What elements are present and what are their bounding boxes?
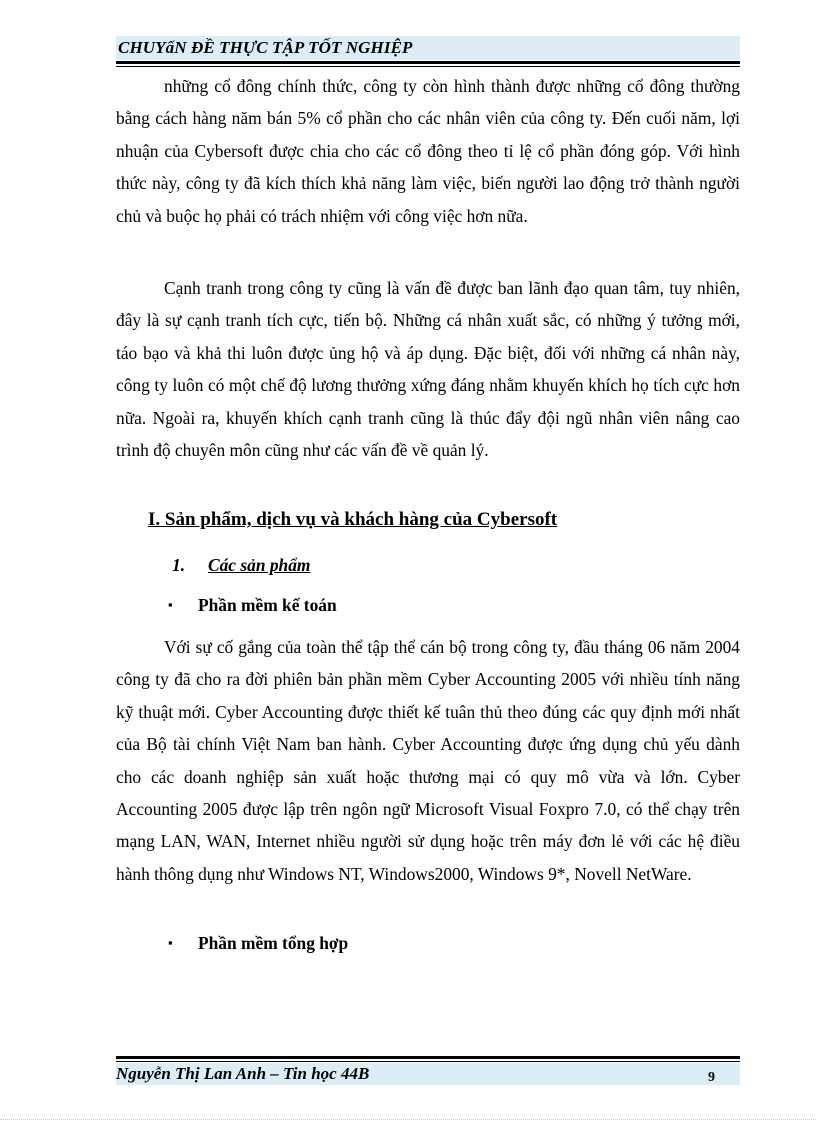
subheading [172,555,310,576]
bullet-text: Phần mềm kế toán [198,595,337,615]
header-title: CHUYấN ĐỀ THỰC TẬP TỐT NGHIỆP [118,38,413,57]
bullet-accounting-software [168,595,337,616]
bullet-square-icon: ▪ [168,935,173,950]
footer-author: Nguyễn Thị Lan Anh – Tin học 44B [116,1064,370,1083]
paragraph-cyber-accounting: Với sự cố gắng của toàn thể tập thể cán bộ trong công ty, đầu tháng 06 năm 2004 công ty đã cho ra đời phiên bản phần mềm Cyber Accounting 2005 với nhiều tính năng kỹ thuật mới. Cyber Accounting được thiết kế tuân thủ theo đúng các quy định mới nhất của Bộ tài chính Việt Nam ban hành. Cyber Accounting được ứng dụng chủ yếu dành cho các doanh nghiệp sản xuất hoặc thương mại có quy mô vừa và lớn. Cyber Accounting 2005 được lập trên ngôn ngữ Microsoft Visual Foxpro 7.0, có thể chạy trên mạng LAN, WAN, Internet nhiều người sử dụng hoặc trên máy đơn lẻ với các hệ điều hành thông dụng như Windows NT, Windows2000, Windows 9*, Novell NetWare. [116,637,740,884]
subheading-number: 1. [172,555,186,575]
page-edge [0,1119,816,1120]
paragraph-competition: Cạnh tranh trong công ty cũng là vấn đề được ban lãnh đạo quan tâm, tuy nhiên, đây là sự cạnh tranh tích cực, tiến bộ. Những cá nhân xuất sắc, có những ý tưởng mới, táo bạo và khả thi luôn được ủng hộ và áp dụng. Đặc biệt, đối với những cá nhân này, công ty luôn có một chế độ lương thưởng xứng đáng nhằm khuyến khích họ tích cực hơn nữa. Ngoài ra, khuyến khích cạnh tranh cũng là thúc đẩy đội ngũ nhân viên nâng cao trình độ chuyên môn cũng như các vấn đề về quản lý. [116,278,740,461]
footer-rule [116,1056,740,1059]
section-heading [148,509,557,531]
bullet-text: Phần mềm tổng hợp [198,933,349,953]
section-heading-text: I. Sản phẩm, dịch vụ và khách hàng của Cybersoft [148,509,558,530]
header-rule-thin [116,66,740,67]
bullet-general-software [168,933,348,954]
bullet-square-icon: ▪ [168,597,173,612]
subheading-text: Các sản phẩm [208,555,311,575]
header-rule [116,61,740,64]
footer-rule-thin [116,1061,740,1062]
paragraph-shareholders: những cổ đông chính thức, công ty còn hình thành được những cổ đông thường bằng cách hàng năm bán 5% cổ phần cho các nhân viên của công ty. Đến cuối năm, lợi nhuận của Cybersoft được chia cho các cổ đông theo tỉ lệ cổ phần đóng góp. Với hình thức này, công ty đã kích thích khả năng làm việc, biến người lao động trở thành người chủ và buộc họ phải có trách nhiệm với công việc hơn nữa. [116,76,740,226]
page-number: 9 [708,1070,715,1085]
